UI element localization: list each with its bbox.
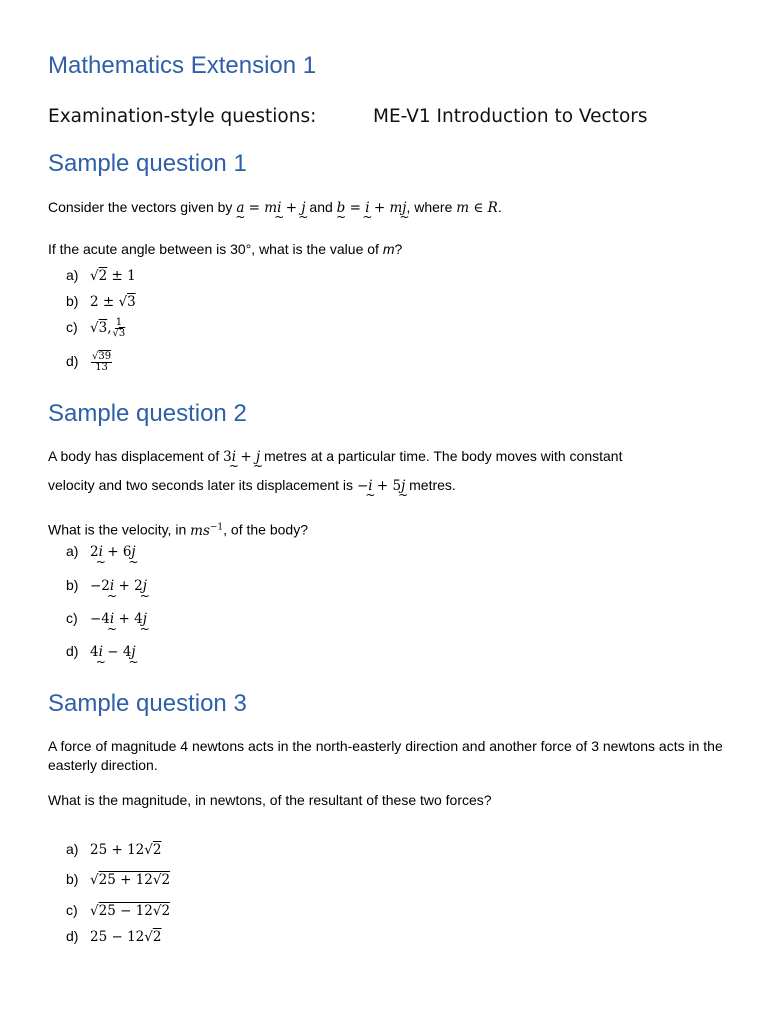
q1-intro: Consider the vectors given by a ~ = mi ~ + j ~ and b ~ = i ~ + mj ~, where m ∈ R.: [48, 198, 728, 218]
q1-option-a[interactable]: a) √2 ± 1: [66, 267, 136, 284]
q1-heading: Sample question 1: [48, 150, 247, 177]
page-title: Mathematics Extension 1: [48, 52, 317, 79]
q2-line2: velocity and two seconds later its displacement is −i ~ + 5j ~ metres.: [48, 476, 728, 496]
q3-heading: Sample question 3: [48, 690, 247, 717]
q3-option-d[interactable]: d) 25 − 12√2: [66, 928, 162, 945]
q3-paragraph: A force of magnitude 4 newtons acts in the north-easterly direction and another force of 3 newtons acts in the easterly direction.: [48, 738, 723, 773]
q2-option-a[interactable]: a) 2i ~ + 6j ~: [66, 543, 136, 560]
q1-option-c[interactable]: c) √3, $\frac{1}{√3}$: [66, 317, 126, 339]
q3-option-b[interactable]: b) √25 + 12√2: [66, 871, 171, 888]
q2-line1: A body has displacement of 3i ~ + j ~ metres at a particular time. The body moves with constant: [48, 447, 728, 467]
q2-option-b[interactable]: b) −2i ~ + 2j ~: [66, 577, 147, 594]
q2-option-d[interactable]: d) 4i ~ − 4j ~: [66, 643, 136, 660]
q1-option-b[interactable]: b) 2 ± √3: [66, 293, 136, 310]
q2-option-c[interactable]: c) −4i ~ + 4j ~: [66, 610, 147, 627]
q2-heading: Sample question 2: [48, 400, 247, 427]
subtitle-right: ME-V1 Introduction to Vectors: [373, 106, 648, 127]
q1-question: If the acute angle between is 30°, what is the value of m?: [48, 241, 403, 257]
subtitle-left: Examination-style questions:: [48, 106, 317, 127]
q3-option-c[interactable]: c) √25 − 12√2: [66, 902, 171, 919]
q3-option-a[interactable]: a) 25 + 12√2: [66, 841, 162, 858]
q3-question: What is the magnitude, in newtons, of the resultant of these two forces?: [48, 792, 492, 808]
q2-question: What is the velocity, in $ms^{-1}$, of the body?: [48, 521, 308, 539]
q1-option-d[interactable]: d) $\frac{√39}{13}$: [66, 351, 112, 373]
